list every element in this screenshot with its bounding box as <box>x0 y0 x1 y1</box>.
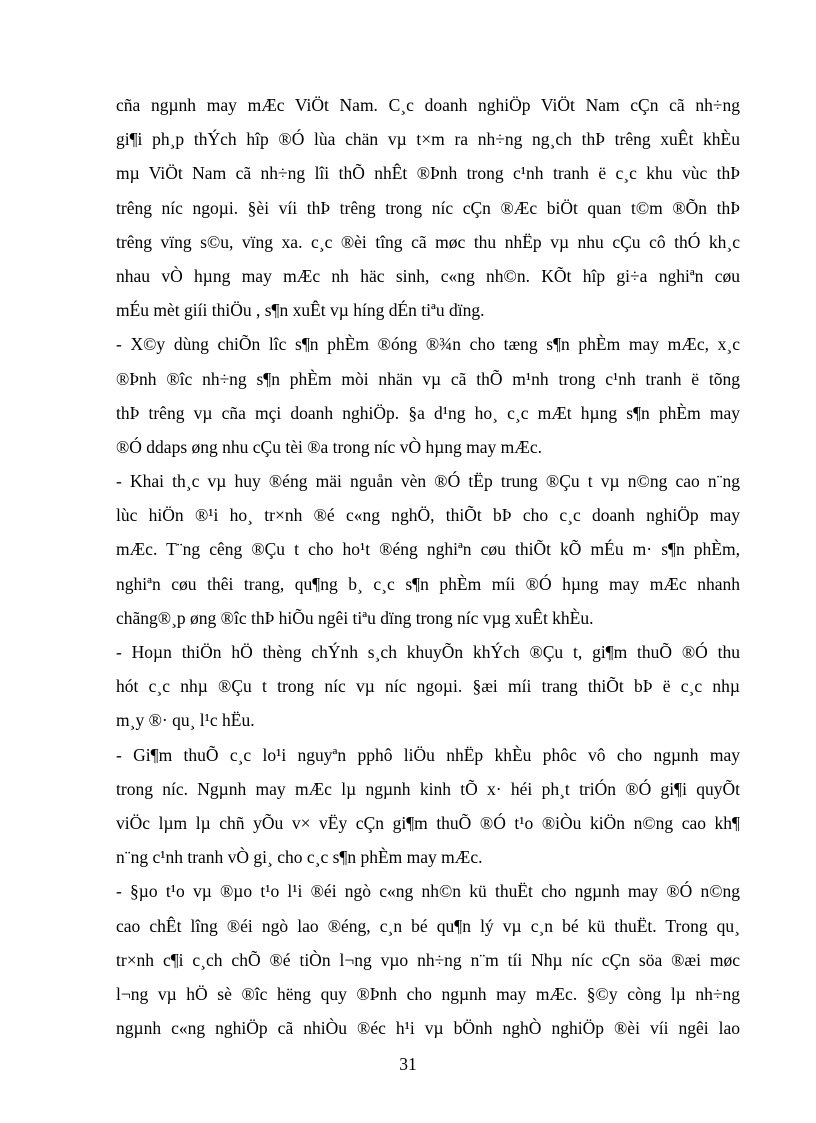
text-line: mÉu mèt giíi thiÖu , s¶n xuÊt vµ híng dÉn tiªu dïng. <box>116 300 485 321</box>
text-line: mµ ViÖt Nam cã nh÷ng lîi thÕ nhÊt ®Þnh trong c¹nh tranh ë c¸c khu vùc thÞ <box>116 163 740 184</box>
text-line: thÞ trêng vµ cña mçi doanh nghiÖp. §a d¹ng ho¸ c¸c mÆt hµng s¶n phÈm may <box>116 402 740 423</box>
text-line: cña ngµnh may mÆc ViÖt Nam. C¸c doanh nghiÖp ViÖt Nam cÇn cã nh÷ng <box>116 95 740 115</box>
text-line: lùc hiÖn ®¹i ho¸ tr×nh ®é c«ng nghÖ, thiÕt bÞ cho c¸c doanh nghiÖp may <box>116 505 740 526</box>
text-line: trêng níc ngoµi. §èi víi thÞ trêng trong níc cÇn ®Æc biÖt quan t©m ®Õn thÞ <box>116 197 740 218</box>
text-line: l¬ng vµ hÖ sè ®îc hëng quy ®Þnh cho ngµnh may mÆc. §©y còng lµ nh÷ng <box>116 983 740 1004</box>
text-line: chãng®¸p øng ®îc thÞ hiÕu ngêi tiªu dïng trong níc vµg xuÊt khÈu. <box>116 607 594 628</box>
text-line: - Khai th¸c vµ huy ®éng mäi nguån vèn ®Ó tËp trung ®Çu t vµ n©ng cao n¨ng <box>116 471 740 492</box>
body-text <box>116 88 740 1045</box>
text-line: viÖc lµm lµ chñ yÕu v× vËy cÇn gi¶m thuÕ ®Ó t¹o ®iÒu kiÖn n©ng cao kh¶ <box>116 812 740 833</box>
text-line: trong níc. Ngµnh may mÆc lµ ngµnh kinh tÕ x· héi ph¸t triÓn ®Ó gi¶i quyÕt <box>116 778 740 799</box>
text-line: ®Ó ddaps øng nhu cÇu tèi ®a trong níc vÒ hµng may mÆc. <box>116 436 542 457</box>
text-line: hót c¸c nhµ ®Çu t trong níc vµ níc ngoµi. §æi míi trang thiÕt bÞ ë c¸c nhµ <box>116 676 740 697</box>
text-line: - X©y dùng chiÕn lîc s¶n phÈm ®óng ®¾n cho tæng s¶n phÈm may mÆc, x¸c <box>116 334 740 355</box>
text-line: ngµnh c«ng nghiÖp cã nhiÒu ®éc h¹i vµ bÖnh nghÒ nghiÖp ®èi víi ngêi lao <box>116 1018 740 1039</box>
text-line: n¨ng c¹nh tranh vÒ gi¸ cho c¸c s¶n phÈm may mÆc. <box>116 847 483 868</box>
text-line: m¸y ®· qu¸ l¹c hËu. <box>116 710 255 731</box>
text-line: - §µo t¹o vµ ®µo t¹o l¹i ®éi ngò c«ng nh©n kü thuËt cho ngµnh may ®Ó n©ng <box>116 881 740 902</box>
text-line: gi¶i ph¸p thÝch hîp ®Ó lùa chän vµ t×m ra nh÷ng ng¸ch thÞ trêng xuÊt khÈu <box>116 129 740 150</box>
text-line: trêng vïng s©u, vïng xa. c¸c ®èi tîng cã møc thu nhËp vµ nhu cÇu cô thÓ kh¸c <box>116 231 740 252</box>
page-number: 31 <box>399 1054 417 1074</box>
text-line: nhau vÒ hµng may mÆc nh häc sinh, c«ng nh©n. KÕt hîp gi÷a nghiªn cøu <box>116 265 740 286</box>
text-line: mÆc. T¨ng cêng ®Çu t cho ho¹t ®éng nghiªn cøu thiÕt kÕ mÉu m· s¶n phÈm, <box>116 539 740 560</box>
text-line: - Gi¶m thuÕ c¸c lo¹i nguyªn pphô liÖu nhËp khÈu phôc vô cho ngµnh may <box>116 744 740 765</box>
text-line: cao chÊt lîng ®éi ngò lao ®éng, c¸n bé qu¶n lý vµ c¸n bé kü thuËt. Trong qu¸ <box>116 915 740 936</box>
text-line: ®Þnh ®îc nh÷ng s¶n phÈm mòi nhän vµ cã thÕ m¹nh trong c¹nh tranh ë tõng <box>116 368 740 389</box>
text-line: - Hoµn thiÖn hÖ thèng chÝnh s¸ch khuyÕn khÝch ®Çu t, gi¶m thuÕ ®Ó thu <box>116 642 740 662</box>
text-line: tr×nh c¶i c¸ch chÕ ®é tiÒn l¬ng vµo nh÷ng n¨m tíi Nhµ níc cÇn söa ®æi møc <box>116 949 740 970</box>
text-line: nghiªn cøu thêi trang, qu¶ng b¸ c¸c s¶n phÈm míi ®Ó hµng may mÆc nhanh <box>116 573 740 594</box>
